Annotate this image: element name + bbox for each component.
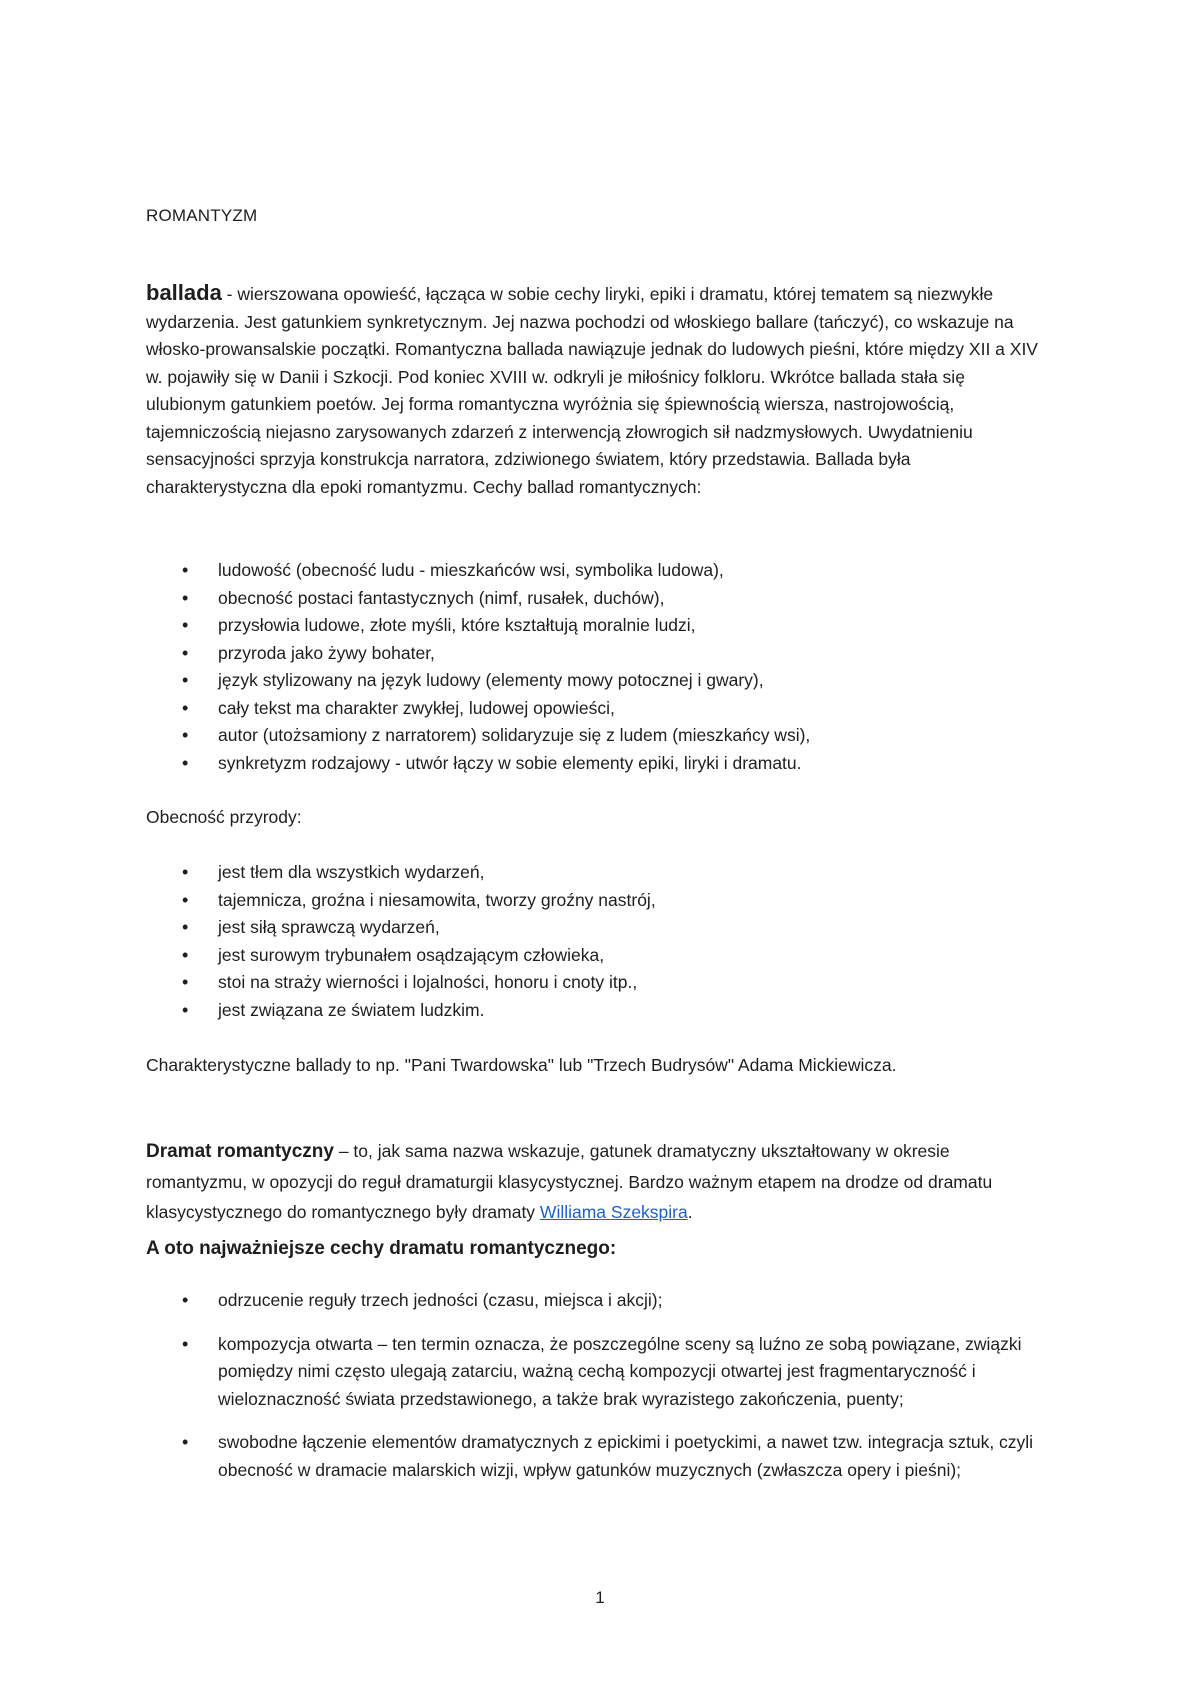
list-item: • jest surowym trybunałem osądzającym człowieka,: [146, 942, 1066, 970]
list-item: • tajemnicza, groźna i niesamowita, tworzy groźny nastrój,: [146, 887, 1066, 915]
list-item: • ludowość (obecność ludu - mieszkańców wsi, symbolika ludowa),: [146, 557, 1066, 585]
page-heading: ROMANTYZM: [146, 206, 258, 225]
dramat-definition: [146, 1136, 1046, 1227]
list-item: • jest związana ze światem ludzkim.: [146, 997, 1066, 1025]
dramat-term: Dramat romantyczny: [146, 1141, 334, 1162]
dramat-features-list: [146, 1287, 1066, 1500]
ballada-term: ballada: [146, 280, 222, 305]
list-item: • synkretyzm rodzajowy - utwór łączy w sobie elementy epiki, liryki i dramatu.: [146, 750, 1066, 778]
list-item: • język stylizowany na język ludowy (elementy mowy potocznej i gwary),: [146, 667, 1066, 695]
list-item: • przysłowia ludowe, złote myśli, które kształtują moralnie ludzi,: [146, 612, 1066, 640]
dramat-definition-text: – to, jak sama nazwa wskazuje, gatunek dramatyczny ukształtowany w okresie romantyzmu, w opozycji do reguł dramaturgii klasycystycznej. Bardzo ważnym etapem na drodze od dramatu klasycystycznego do romantycznego były dramaty: [146, 1141, 993, 1222]
ballada-definition: [146, 279, 1046, 501]
list-item: • jest siłą sprawczą wydarzeń,: [146, 914, 1066, 942]
nature-label: Obecność przyrody:: [146, 807, 302, 827]
list-item: • obecność postaci fantastycznych (nimf, rusałek, duchów),: [146, 585, 1066, 613]
szekspir-link[interactable]: Williama Szekspira: [539, 1202, 688, 1222]
ballada-features-list: [146, 557, 1066, 777]
ballada-examples: Charakterystyczne ballady to np. "Pani Twardowska" lub "Trzech Budrysów" Adama Mickiewicza.: [146, 1055, 897, 1075]
dramat-definition-end: .: [687, 1202, 693, 1222]
list-item: • cały tekst ma charakter zwykłej, ludowej opowieści,: [146, 695, 1066, 723]
dramat-features-heading: A oto najważniejsze cechy dramatu romantycznego:: [146, 1238, 617, 1259]
list-item: • przyroda jako żywy bohater,: [146, 640, 1066, 668]
list-item: • kompozycja otwarta – ten termin oznacza, że poszczególne sceny są luźno ze sobą powiązane, związki pomiędzy nimi często ulegają zatarciu, ważną cechą kompozycji otwartej jest fragmentaryczność i wieloznaczność świata przedstawionego, a także brak wyrazistego zakończenia, puenty;: [146, 1331, 1066, 1414]
list-item: • jest tłem dla wszystkich wydarzeń,: [146, 859, 1066, 887]
page-number: 1: [595, 1588, 605, 1607]
ballada-definition-text: - wierszowana opowieść, łącząca w sobie cechy liryki, epiki i dramatu, której tematem są niezwykłe wydarzenia. Jest gatunkiem synkretycznym. Jej nazwa pochodzi od włoskiego ballare (tańczyć), co wskazuje na włosko-prowansalskie początki. Romantyczna ballada nawiązuje jednak do ludowych pieśni, które między XII a XIV w. pojawiły się w Danii i Szkocji. Pod koniec XVIII w. odkryli je miłośnicy folkloru. Wkrótce ballada stała się ulubionym gatunkiem poetów. Jej forma romantyczna wyróżnia się śpiewnością wiersza, nastrojowością, tajemniczością niejasno zarysowanych zdarzeń z interwencją złowrogich sił nadzmysłowych. Uwydatnieniu sensacyjności sprzyja konstrukcja narratora, zdziwionego światem, który przedstawia. Ballada była charakterystyczna dla epoki romantyzmu. Cechy ballad romantycznych:: [146, 284, 1038, 497]
list-item: • swobodne łączenie elementów dramatycznych z epickimi i poetyckimi, a nawet tzw. integracja sztuk, czyli obecność w dramacie malarskich wizji, wpływ gatunków muzycznych (zwłaszcza opery i pieśni);: [146, 1429, 1066, 1484]
list-item: • autor (utożsamiony z narratorem) solidaryzuje się z ludem (mieszkańcy wsi),: [146, 722, 1066, 750]
list-item: • odrzucenie reguły trzech jedności (czasu, miejsca i akcji);: [146, 1287, 1066, 1315]
nature-list: [146, 859, 1066, 1024]
list-item: • stoi na straży wierności i lojalności, honoru i cnoty itp.,: [146, 969, 1066, 997]
